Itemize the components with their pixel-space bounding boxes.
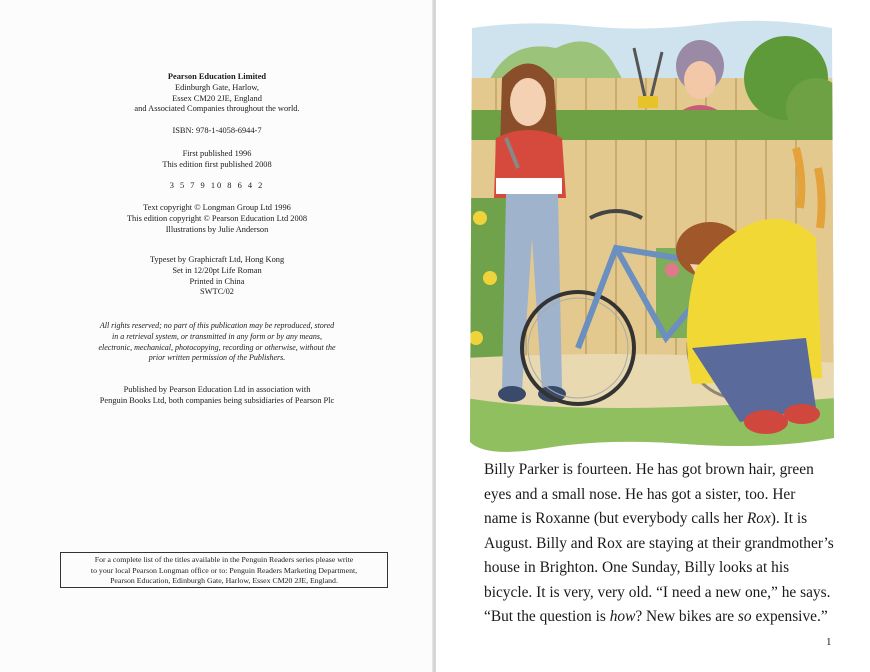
edition-line: This edition first published 2008 — [162, 159, 272, 169]
story-text: “But the question is — [484, 608, 610, 625]
rights-block — [0, 321, 434, 364]
story-line — [484, 581, 834, 606]
story-line — [484, 507, 834, 532]
typeset-line: Printed in China — [189, 276, 245, 286]
story-line — [484, 483, 834, 508]
copyright-page — [0, 0, 434, 672]
notice-line: Pearson Education, Edinburgh Gate, Harlow, Essex CM20 2JE, England. — [110, 576, 338, 586]
typeset-line: SWTC/02 — [200, 287, 234, 297]
story-text: ). It is — [770, 510, 808, 527]
story-text: eyes and a small nose. He has got a sister, too. Her — [484, 485, 796, 503]
print-line-text: 3 5 7 9 10 8 6 4 2 — [169, 181, 265, 190]
rights-line: in a retrieval system, or transmitted in any form or by any means, — [112, 331, 322, 341]
typeset-line: Typeset by Graphicraft Ltd, Hong Kong — [149, 255, 285, 264]
story-illustration — [466, 18, 836, 454]
edition-line: First published 1996 — [182, 149, 252, 158]
titles-list-notice — [60, 552, 388, 588]
copyright-line: Text copyright © Longman Group Ltd 1996 — [143, 203, 291, 212]
story-line — [484, 458, 834, 483]
story-line — [484, 605, 834, 630]
emphasis-text: so — [737, 608, 752, 625]
address-line: and Associated Companies throughout the world. — [134, 104, 300, 114]
rights-line: All rights reserved; no part of this publication may be reproduced, stored — [99, 321, 335, 330]
story-text: Billy Parker is fourteen. He has got brown hair, green — [484, 461, 814, 478]
emphasis-text: Rox — [746, 510, 771, 527]
address-line: Essex CM20 2JE, England — [172, 93, 262, 103]
rights-line: electronic, mechanical, photocopying, recording or otherwise, without the — [98, 342, 336, 352]
copyright-line: Illustrations by Julie Anderson — [165, 224, 269, 234]
page-number: 1 — [826, 636, 832, 648]
typeset-block — [0, 255, 434, 298]
publisher-block — [0, 72, 434, 115]
story-text: bicycle. It is very, very old. “I need a new one,” he says. — [484, 583, 831, 601]
typeset-line: Set in 12/20pt Life Roman — [172, 265, 262, 275]
publisher-name: Pearson Education Limited — [167, 72, 267, 81]
story-text: August. Billy and Rox are staying at their grandmother’s — [484, 534, 834, 552]
copyright-block — [0, 203, 434, 235]
association-line: Published by Pearson Education Ltd in association with — [123, 385, 311, 394]
story-line — [484, 532, 834, 557]
association-line: Penguin Books Ltd, both companies being subsidiaries of Pearson Plc — [99, 395, 335, 405]
copyright-line: This edition copyright © Pearson Education Ltd 2008 — [126, 213, 308, 223]
isbn — [0, 126, 434, 137]
address-line: Edinburgh Gate, Harlow, — [175, 82, 259, 92]
story-text: house in Brighton. One Sunday, Billy looks at his — [484, 559, 790, 576]
story-paragraph — [484, 458, 834, 630]
edition-block — [0, 149, 434, 171]
print-line — [0, 181, 434, 192]
story-line — [484, 556, 834, 581]
isbn-text: ISBN: 978-1-4058-6944-7 — [172, 126, 262, 135]
story-text: expensive.” — [751, 608, 828, 625]
emphasis-text: how — [609, 608, 636, 625]
notice-line: to your local Pearson Longman office or to: Penguin Readers Marketing Department, — [90, 565, 358, 575]
notice-line: For a complete list of the titles available in the Penguin Readers series please write — [94, 555, 354, 564]
story-text: name is Roxanne (but everybody calls her — [484, 510, 747, 527]
association-block — [0, 385, 434, 407]
rights-line: prior written permission of the Publishers. — [148, 353, 286, 363]
story-text: ? New bikes are — [635, 608, 738, 625]
